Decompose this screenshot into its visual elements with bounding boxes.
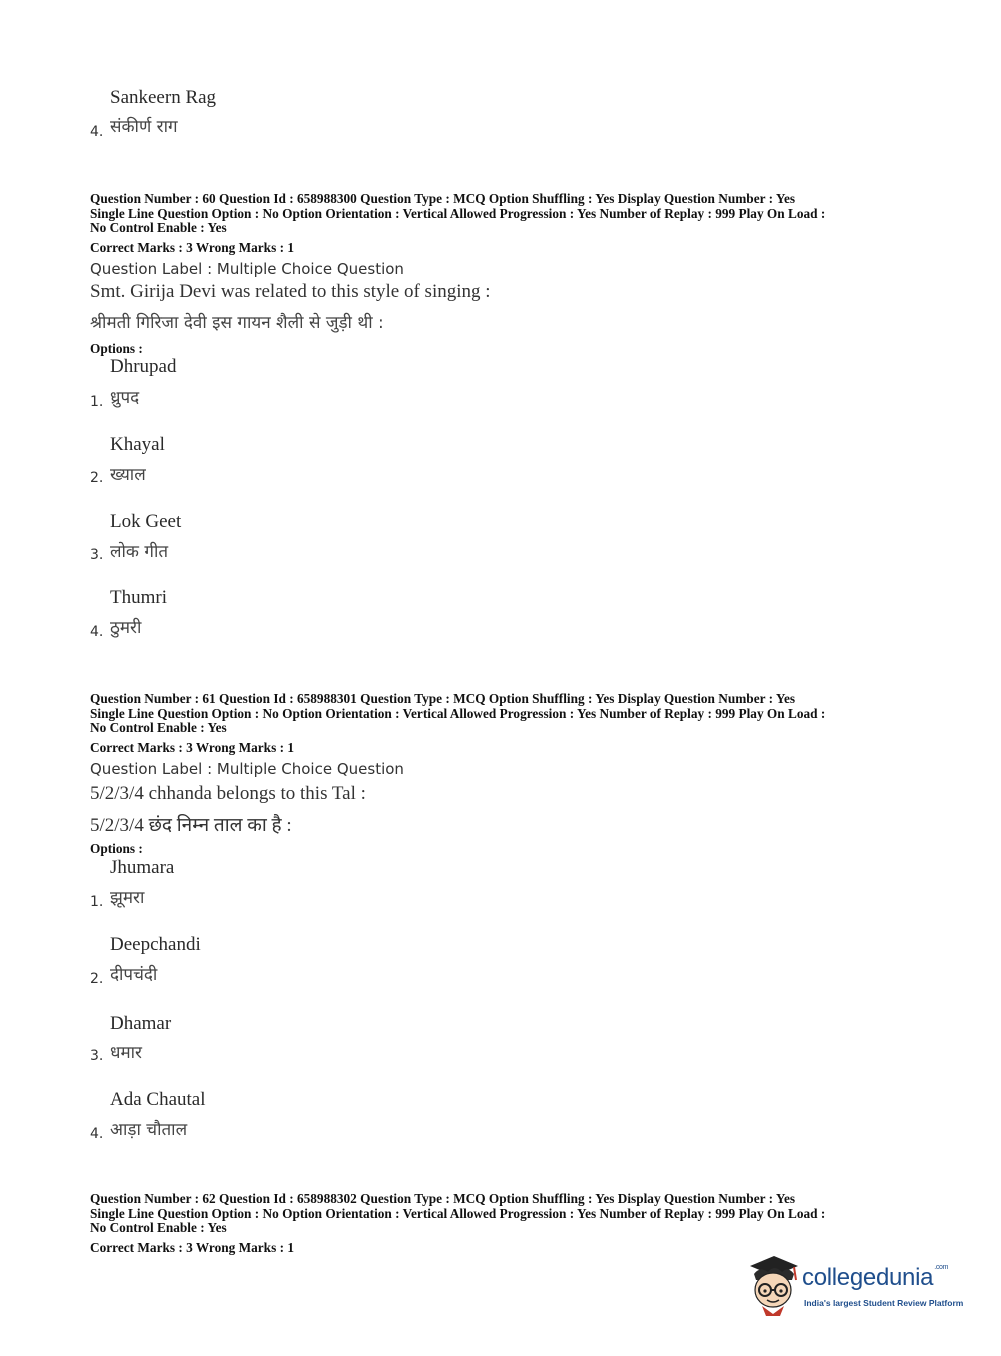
q60-marks: Correct Marks : 3 Wrong Marks : 1 [90,240,294,255]
q61-meta-line-1: Question Number : 61 Question Id : 658988301 Question Type : MCQ Option Shuffling : Yes Display Question Number : Yes [90,691,796,706]
prev-option-4-number: 4. [90,124,104,140]
q60-option-1-number: 1. [90,394,104,410]
q60-option-2-number: 2. [90,470,104,486]
q61-options-heading: Options : [90,841,143,856]
prev-option-4-english: Sankeern Rag [110,87,217,108]
q60-question-text-hindi: श्रीमती गिरिजा देवी इस गायन शैली से जुड़ी थी : [90,313,384,333]
q60-meta-line-3: No Control Enable : Yes [90,220,227,235]
prev-option-4-hindi: संकीर्ण राग [110,117,178,137]
q60-meta-line-1: Question Number : 60 Question Id : 658988300 Question Type : MCQ Option Shuffling : Yes Display Question Number : Yes [90,191,796,206]
brand-tagline: India's largest Student Review Platform [804,1298,964,1308]
brand-suffix: .com [934,1264,949,1271]
q61-option-4-hindi: आड़ा चौताल [110,1120,188,1140]
q61-option-2-hindi: दीपचंदी [110,965,158,985]
q60-option-4-hindi: ठुमरी [110,618,142,638]
q61-question-label: Question Label : Multiple Choice Question [90,760,404,778]
q61-option-3-english: Dhamar [110,1013,172,1034]
q60-option-2-english: Khayal [110,434,165,455]
q62-marks: Correct Marks : 3 Wrong Marks : 1 [90,1240,294,1255]
q60-option-3-english: Lok Geet [110,511,182,532]
q61-marks: Correct Marks : 3 Wrong Marks : 1 [90,740,294,755]
q61-option-1-number: 1. [90,894,104,910]
q62-meta-line-3: No Control Enable : Yes [90,1220,227,1235]
q61-question-text-english: 5/2/3/4 chhanda belongs to this Tal : [90,783,366,804]
q61-option-2-english: Deepchandi [110,934,201,955]
q60-question-label: Question Label : Multiple Choice Question [90,260,404,278]
q61-option-4-english: Ada Chautal [110,1089,206,1110]
q61-option-1-english: Jhumara [110,857,175,878]
brand-name: collegedunia$^{.com}$ [802,1264,949,1291]
q60-option-2-hindi: ख्याल [110,465,146,485]
q61-option-4-number: 4. [90,1126,104,1142]
q61-question-text-hindi: 5/2/3/4 छंद निम्न ताल का है : [90,815,292,836]
q60-meta-line-2: Single Line Question Option : No Option Orientation : Vertical Allowed Progression : Yes Number of Replay : 999 Play On Load : [90,206,826,221]
q60-option-3-number: 3. [90,547,104,563]
q60-option-4-number: 4. [90,624,104,640]
q60-option-4-english: Thumri [110,587,167,608]
q60-option-3-hindi: लोक गीत [110,542,169,562]
q62-meta-line-2: Single Line Question Option : No Option Orientation : Vertical Allowed Progression : Yes Number of Replay : 999 Play On Load : [90,1206,826,1221]
collegedunia-logo [742,1250,972,1320]
q61-option-1-hindi: झूमरा [110,888,145,908]
q61-meta-line-2: Single Line Question Option : No Option Orientation : Vertical Allowed Progression : Yes Number of Replay : 999 Play On Load : [90,706,826,721]
q60-question-text-english: Smt. Girija Devi was related to this style of singing : [90,281,491,302]
mascot-icon [742,1250,804,1316]
q60-option-1-english: Dhrupad [110,356,177,377]
q61-meta-line-3: No Control Enable : Yes [90,720,227,735]
q61-option-3-hindi: धमार [110,1043,142,1063]
q62-meta-line-1: Question Number : 62 Question Id : 658988302 Question Type : MCQ Option Shuffling : Yes Display Question Number : Yes [90,1191,796,1206]
q61-option-3-number: 3. [90,1048,104,1064]
q60-options-heading: Options : [90,341,143,356]
q61-option-2-number: 2. [90,971,104,987]
q60-option-1-hindi: ध्रुपद [110,388,140,408]
